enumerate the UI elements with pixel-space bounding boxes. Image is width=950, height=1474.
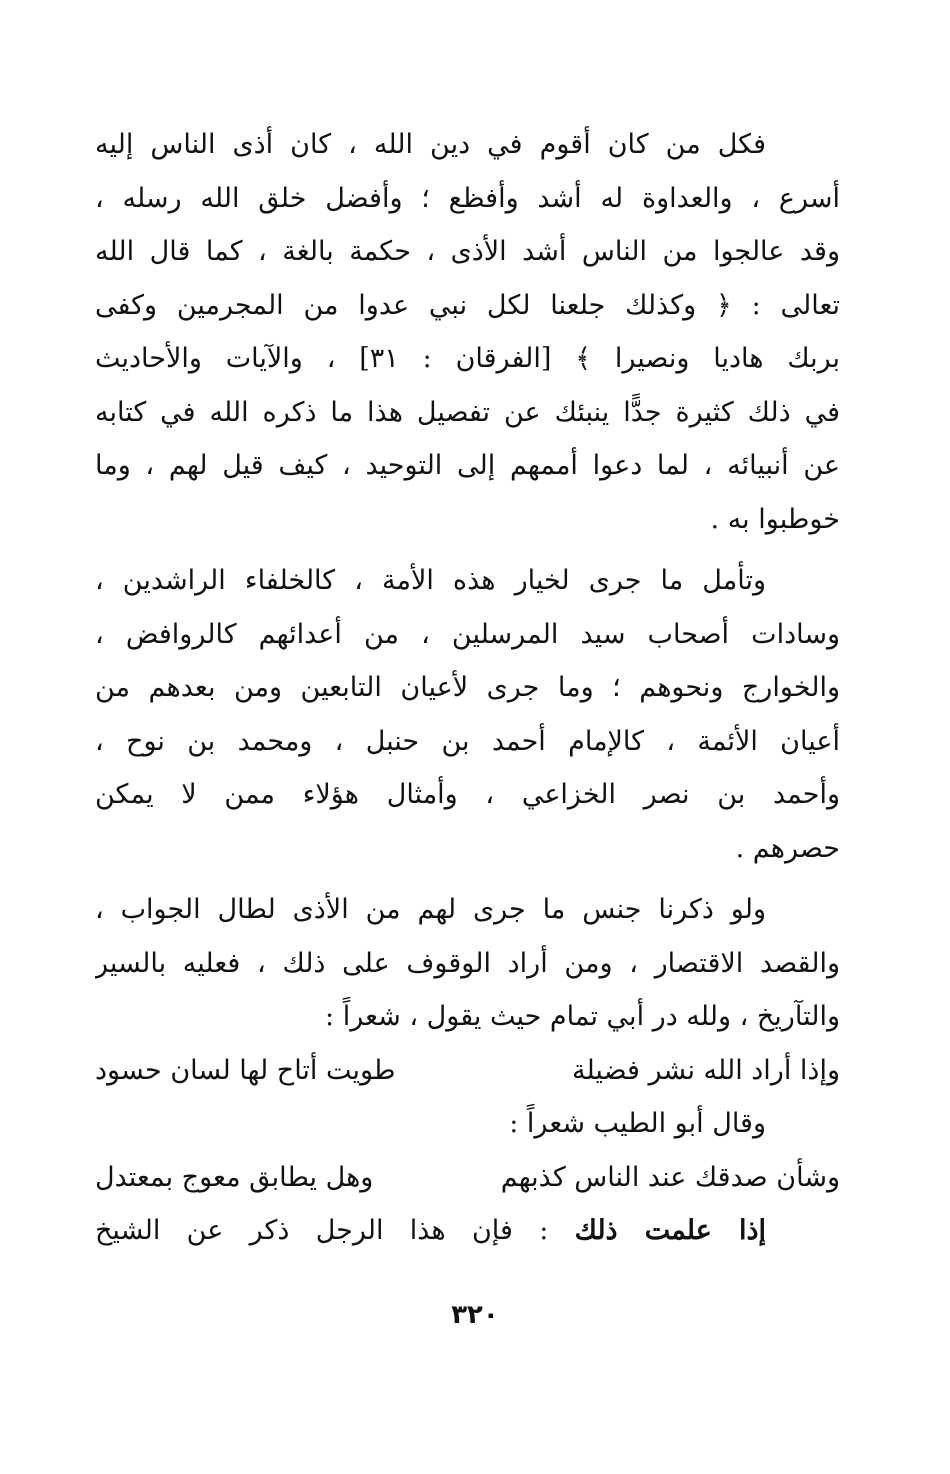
verse-first-hemistich: وشأن صدقك عند الناس كذبهم [500,1161,840,1193]
text-line: خوطبوا به . [710,503,840,535]
text-line: عن أنبيائه ، لما دعوا أممهم إلى التوحيد ، كيف قيل لهم ، وما [95,450,840,481]
text-line: وقد عالجوا من الناس أشد الأذى ، حكمة بالغة ، كما قال الله [95,236,840,267]
text-line: فكل من كان أقوم في دين الله ، كان أذى الناس إليه [95,129,766,160]
text-line: في ذلك كثيرة جدًّا ينبئك عن تفصيل هذا ما ذكره الله في كتابه [95,396,840,428]
text-line: أسرع ، والعداوة له أشد وأفظع ؛ وأفضل خلق الله رسله ، [95,182,840,214]
paragraph-gap [95,546,840,554]
closing-line [95,1204,840,1258]
page-number: ٣٢٠ [451,1300,499,1330]
text-line: تعالى : ﴿ وكذلك جلعنا لكل نبي عدوا من المجرمين وكفى [95,289,840,321]
text-line: وسادات أصحاب سيد المرسلين ، من أعدائهم كالروافض ، [95,618,840,650]
paragraph-1 [95,118,840,546]
paragraph-gap [95,875,840,883]
text-line: بربك هاديا ونصيرا ﴾ [الفرقان : ٣١] ، والآيات والأحاديث [95,343,840,374]
body-text [95,118,840,1258]
text-line: والقصد الاقتصار ، ومن أراد الوقوف على ذلك ، فعليه بالسير [95,947,840,979]
paragraph-3 [95,883,840,1044]
poetry-verse-2 [95,1151,840,1205]
paragraph-2 [95,554,840,875]
text-line: أعيان الأئمة ، كالإمام أحمد بن حنبل ، ومحمد بن نوح ، [95,725,840,757]
text-line: حصرهم . [735,832,840,864]
text-line: والخوارج ونحوهم ؛ وما جرى لأعيان التابعين ومن بعدهم من [95,672,840,703]
poetry-verse-1 [95,1044,840,1098]
verse-first-hemistich: وإذا أراد الله نشر فضيلة [572,1054,840,1086]
verse-second-hemistich: وهل يطابق معوج بمعتدل [95,1161,374,1193]
closing-bold-phrase: إذا علمت ذلك [574,1215,766,1246]
verse-second-hemistich: طويت أتاح لها لسان حسود [95,1054,396,1086]
text-line: والتآريخ ، ولله در أبي تمام حيث يقول ، شعراً : [325,1001,840,1032]
text-line: ولو ذكرنا جنس ما جرى لهم من الأذى لطال الجواب ، [95,894,766,925]
text-line: وتأمل ما جرى لخيار هذه الأمة ، كالخلفاء الراشدين ، [95,565,766,596]
text-line: وأحمد بن نصر الخزاعي ، وأمثال هؤلاء ممن لا يمكن [95,779,840,810]
verse-intro: وقال أبو الطيب شعراً : [509,1108,766,1139]
closing-rest: : فإن هذا الرجل ذكر عن الشيخ [95,1215,575,1246]
